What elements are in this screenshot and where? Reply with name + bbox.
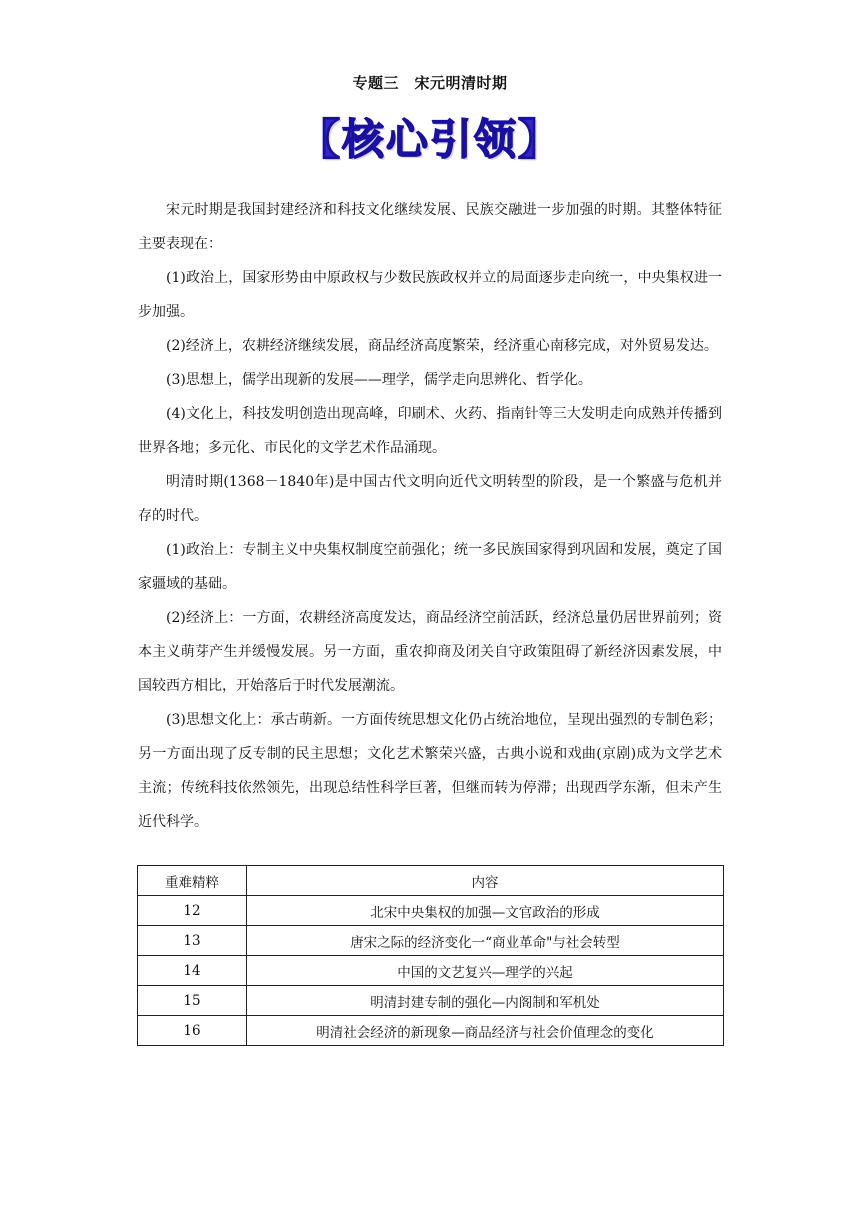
- paragraph-ming-qing-intro: 明清时期(1368－1840年)是中国古代文明向近代文明转型的阶段，是一个繁盛与危机并存的时代。: [138, 474, 722, 524]
- table-row: [138, 896, 724, 926]
- table-row: [138, 926, 724, 956]
- table-cell-number: 13: [138, 926, 247, 956]
- body-text: [138, 193, 722, 839]
- table-row: [138, 986, 724, 1016]
- paragraph-song-yuan-thought: (3)思想上，儒学出现新的发展——理学，儒学走向思辨化、哲学化。: [166, 372, 592, 388]
- paragraph-song-yuan-politics: (1)政治上，国家形势由中原政权与少数民族政权并立的局面逐步走向统一，中央集权进一步加强。: [138, 270, 722, 320]
- table-cell-number: 16: [138, 1016, 247, 1046]
- paragraph-song-yuan-intro: 宋元时期是我国封建经济和科技文化继续发展、民族交融进一步加强的时期。其整体特征主要表现在：: [138, 202, 722, 252]
- table-row: [138, 1016, 724, 1046]
- table-cell-content: 明清封建专制的强化—内阁制和军机处: [247, 986, 724, 1016]
- table-header-cell: 重难精粹: [138, 866, 247, 896]
- paragraph-ming-qing-economy: (2)经济上：一方面，农耕经济高度发达，商品经济空前活跃，经济总量仍居世界前列；资本主义萌芽产生并缓慢发展。另一方面，重农抑商及闭关自守政策阻碍了新经济因素发展，中国较西方相比，开始落后于时代发展潮流。: [138, 610, 722, 694]
- table-cell-content: 明清社会经济的新现象—商品经济与社会价值理念的变化: [247, 1016, 724, 1046]
- table-cell-number: 15: [138, 986, 247, 1016]
- core-guide-banner: 【核心引领】: [297, 115, 562, 164]
- paragraph-song-yuan-economy: (2)经济上，农耕经济继续发展，商品经济高度繁荣，经济重心南移完成，对外贸易发达。: [166, 338, 718, 354]
- paragraph-ming-qing-politics: (1)政治上：专制主义中央集权制度空前强化；统一多民族国家得到巩固和发展，奠定了国家疆域的基础。: [138, 542, 722, 592]
- page-title: 专题三 宋元明清时期: [352, 74, 508, 92]
- paragraph-ming-qing-culture: (3)思想文化上：承古萌新。一方面传统思想文化仍占统治地位，呈现出强烈的专制色彩；另一方面出现了反专制的民主思想；文化艺术繁荣兴盛，古典小说和戏曲(京剧)成为文学艺术主流；传统科技依然领先，出现总结性科学巨著，但继而转为停滞；出现西学东渐，但未产生近代科学。: [138, 712, 722, 830]
- table-row: [138, 956, 724, 986]
- table-header-row: [138, 866, 724, 896]
- table-cell-content: 北宋中央集权的加强—文官政治的形成: [247, 896, 724, 926]
- table-cell-number: 12: [138, 896, 247, 926]
- table-cell-content: 中国的文艺复兴—理学的兴起: [247, 956, 724, 986]
- table-cell-content: 唐宋之际的经济变化一“商业革命"与社会转型: [247, 926, 724, 956]
- table-header-cell: 内容: [247, 866, 724, 896]
- paragraph-song-yuan-culture: (4)文化上，科技发明创造出现高峰，印刷术、火药、指南针等三大发明走向成熟并传播到世界各地；多元化、市民化的文学艺术作品涌现。: [138, 406, 722, 456]
- table-cell-number: 14: [138, 956, 247, 986]
- key-topics-table: [137, 865, 724, 1046]
